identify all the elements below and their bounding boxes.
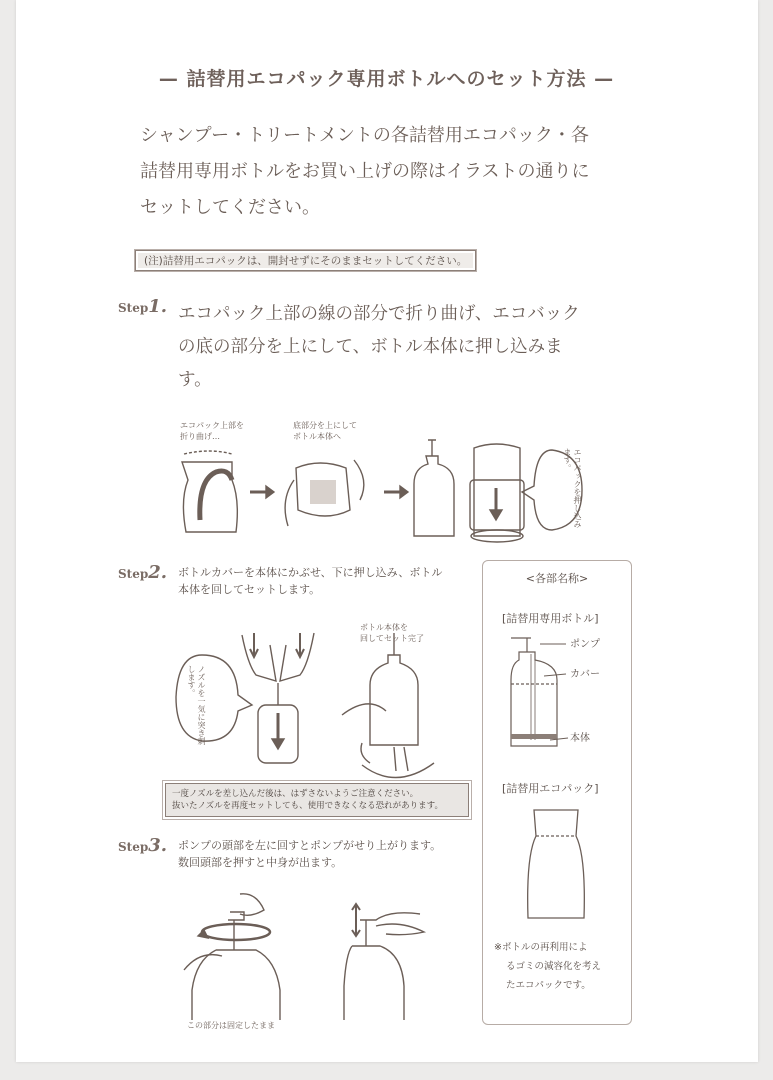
- down-arrow-icon: [296, 633, 304, 657]
- step1-line: の底の部分を上にして、ボトル本体に押し込みま: [178, 337, 563, 357]
- parts-pack-title: [詰替用エコパック]: [502, 782, 599, 795]
- eco-pack-icon: [528, 810, 585, 918]
- label-body: 本体: [570, 733, 590, 744]
- warning-line: 一度ノズルを差し込んだ後は、はずさないようご注意ください。: [172, 789, 419, 799]
- caption-line: ボトル本体へ: [293, 432, 341, 441]
- warning-line: 抜いたノズルを再度セットしても、使用できなくなる恐れがあります。: [172, 801, 443, 811]
- note-box: (注)詰替用エコパックは、開封せずにそのままセットしてください。: [135, 250, 476, 271]
- hand-icon: [394, 747, 408, 771]
- parts-pack-illustration: [526, 806, 586, 922]
- intro-line: シャンプー・トリートメントの各詰替用エコパック・各: [140, 125, 589, 146]
- intro-line: 詰替用専用ボトルをお買い上げの際はイラストの通りに: [140, 161, 590, 182]
- step-number: 1.: [148, 296, 168, 317]
- step-word: Step: [118, 301, 149, 315]
- caption-line: ※ボトルの再利用によ: [494, 942, 588, 953]
- pump-head-icon: [228, 912, 244, 950]
- caption-line: 折り曲げ…: [180, 432, 220, 441]
- hand-icon: [280, 633, 314, 681]
- rotate-arrow-icon: [202, 924, 270, 940]
- bubble-line: 押し込みます。: [563, 448, 582, 528]
- warning-box: [165, 783, 469, 817]
- bubble-line: エコパックを: [573, 448, 582, 496]
- step2-bubble-text: [186, 665, 206, 745]
- step-word: Step: [118, 840, 149, 854]
- caption-line: 回してセット完了: [360, 634, 424, 643]
- page-title: — 詰替用エコパック専用ボトルへのセット方法 —: [158, 68, 615, 90]
- hand-icon: [242, 635, 276, 681]
- up-down-arrow-icon: [352, 904, 360, 936]
- step3-line: 数回頭部を押すと中身が出ます。: [178, 856, 343, 869]
- caption-line: るゴミの減容化を考え: [506, 961, 602, 972]
- caption-line: 底部分を上にして: [293, 421, 357, 430]
- bubble-line: ノズルを一気に: [197, 665, 206, 721]
- parts-caption: [494, 938, 624, 995]
- step1-caption-flip: [293, 420, 357, 442]
- step2-illustration: [172, 625, 442, 775]
- hand-icon: [342, 704, 386, 715]
- step2-line: ボトルカバーを本体にかぶせ、下に押し込み、ボトル: [178, 566, 443, 579]
- step2-text: [178, 564, 478, 598]
- bottle-icon: [344, 946, 404, 1020]
- parts-bottle-title: [詰替用専用ボトル]: [502, 612, 599, 625]
- intro-line: セットしてください。: [140, 197, 320, 218]
- step3-label: [118, 835, 167, 856]
- step1-line: す。: [178, 370, 212, 390]
- bottle-icon: [414, 440, 454, 536]
- step1-illustration: [170, 440, 590, 550]
- step3-illustration: [180, 890, 430, 1020]
- rotate-arrow-icon: [285, 480, 294, 526]
- step1-text: [178, 298, 658, 397]
- fold-arrow-icon: [200, 471, 232, 520]
- bubble-line: 突き刺します。: [187, 665, 206, 745]
- hand-icon: [184, 955, 222, 970]
- step1-caption-fold: [180, 420, 244, 442]
- caption-line: たエコパックです。: [506, 980, 591, 991]
- step1-bubble-text: [552, 448, 582, 528]
- step2-label: [118, 562, 167, 583]
- down-arrow-icon: [250, 633, 258, 657]
- step2-line: 本体を回してセットします。: [178, 583, 321, 596]
- step1-label: [118, 296, 167, 317]
- step3-caption: この部分は固定したまま: [187, 1021, 275, 1030]
- step3-line: ポンプの頭部を左に回すとポンプがせり上がります。: [178, 839, 442, 852]
- label-cover: カバー: [570, 669, 600, 680]
- step1-line: エコパック上部の線の部分で折り曲げ、エコバック: [178, 304, 580, 324]
- step-number: 2.: [148, 562, 168, 583]
- step-word: Step: [118, 567, 149, 581]
- caption-line: ボトル本体を: [360, 623, 408, 632]
- parts-heading: <各部名称>: [525, 572, 589, 585]
- intro-text: [140, 118, 660, 226]
- caption-line: エコパック上部を: [180, 421, 244, 430]
- step3-text: [178, 837, 478, 871]
- step-number: 3.: [148, 835, 168, 856]
- hand-icon: [376, 924, 424, 935]
- bottle-icon: [370, 633, 418, 745]
- pump-head-icon: [360, 913, 420, 946]
- label-pump: ポンプ: [570, 639, 600, 650]
- bottle-icon: [192, 950, 280, 1020]
